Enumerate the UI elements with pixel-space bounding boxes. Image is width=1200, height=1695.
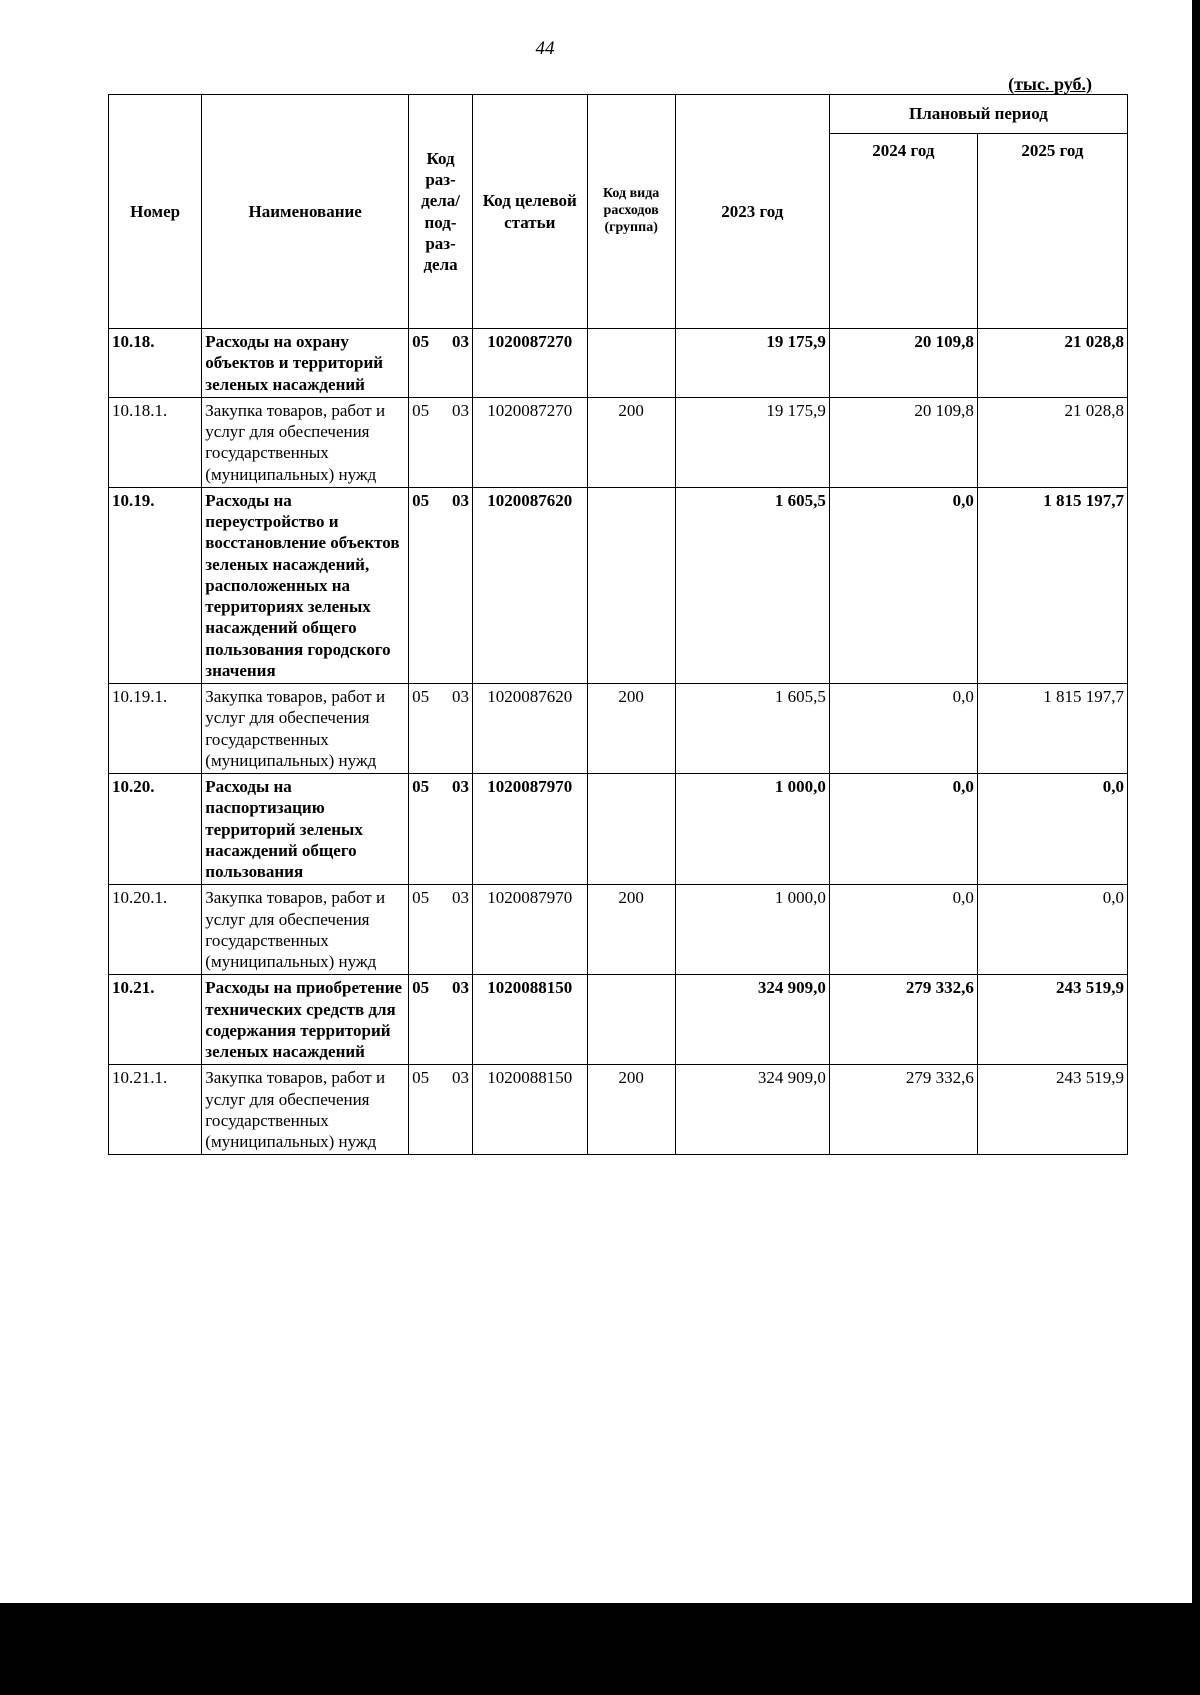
row-amount-2024: 0,0	[829, 885, 977, 975]
row-name: Закупка товаров, работ и услуг для обеспечения государственных (муниципальных) нужд	[202, 1065, 409, 1155]
budget-table	[108, 94, 1128, 1155]
row-section: 05	[412, 777, 430, 796]
row-section: 05	[412, 332, 430, 351]
row-amount-2024: 279 332,6	[829, 1065, 977, 1155]
row-number: 10.21.	[109, 975, 202, 1065]
row-expense-type: 200	[587, 684, 675, 774]
row-amount-2024: 0,0	[829, 487, 977, 683]
row-amount-2023: 324 909,0	[675, 1065, 829, 1155]
row-number: 10.19.	[109, 487, 202, 683]
row-section-code	[409, 487, 473, 683]
row-section-code	[409, 975, 473, 1065]
row-expense-type	[587, 774, 675, 885]
header-target-code: Код целевой статьи	[472, 95, 587, 329]
row-amount-2024: 0,0	[829, 774, 977, 885]
row-amount-2023: 1 605,5	[675, 487, 829, 683]
row-amount-2023: 1 000,0	[675, 885, 829, 975]
row-amount-2025: 21 028,8	[977, 329, 1127, 398]
row-target-code: 1020087620	[472, 684, 587, 774]
row-amount-2024: 20 109,8	[829, 397, 977, 487]
row-section: 05	[412, 1068, 430, 1088]
row-amount-2024: 0,0	[829, 684, 977, 774]
row-subsection: 03	[451, 490, 469, 510]
row-name: Расходы на приобретение технических средств для содержания территорий зеленых насаждений	[202, 975, 409, 1065]
table-row	[109, 397, 1128, 487]
row-expense-type	[587, 329, 675, 398]
header-expense-type-code: Код вида расходов (группа)	[587, 95, 675, 329]
row-subsection: 03	[451, 400, 469, 420]
row-subsection: 03	[451, 978, 469, 998]
table-row	[109, 885, 1128, 975]
row-subsection: 03	[451, 888, 469, 908]
row-amount-2023: 324 909,0	[675, 975, 829, 1065]
row-section-code	[409, 397, 473, 487]
row-amount-2025: 243 519,9	[977, 1065, 1127, 1155]
row-section: 05	[412, 687, 430, 706]
row-subsection: 03	[451, 1068, 469, 1088]
row-number: 10.20.	[109, 774, 202, 885]
row-section: 05	[412, 888, 430, 908]
row-number: 10.20.1.	[109, 885, 202, 975]
header-planned-period: Плановый период	[829, 95, 1127, 134]
row-amount-2025: 1 815 197,7	[977, 684, 1127, 774]
row-section-code	[409, 885, 473, 975]
row-amount-2025: 0,0	[977, 885, 1127, 975]
row-name: Расходы на паспортизацию территорий зеленых насаждений общего пользования	[202, 774, 409, 885]
row-section-code	[409, 329, 473, 398]
row-amount-2024: 20 109,8	[829, 329, 977, 398]
row-section-code	[409, 774, 473, 885]
table-row	[109, 487, 1128, 683]
row-target-code: 1020088150	[472, 975, 587, 1065]
row-target-code: 1020087270	[472, 397, 587, 487]
row-amount-2023: 19 175,9	[675, 329, 829, 398]
row-number: 10.18.	[109, 329, 202, 398]
table-row	[109, 975, 1128, 1065]
row-number: 10.21.1.	[109, 1065, 202, 1155]
row-expense-type: 200	[587, 397, 675, 487]
header-number: Номер	[109, 95, 202, 329]
units-label: (тыс. руб.)	[1008, 74, 1092, 94]
scan-edge-bottom	[0, 1603, 1200, 1695]
row-name: Закупка товаров, работ и услуг для обеспечения государственных (муниципальных) нужд	[202, 397, 409, 487]
row-number: 10.18.1.	[109, 397, 202, 487]
row-section: 05	[412, 490, 430, 510]
row-expense-type	[587, 487, 675, 683]
row-amount-2025: 0,0	[977, 774, 1127, 885]
row-amount-2025: 1 815 197,7	[977, 487, 1127, 683]
row-target-code: 1020087270	[472, 329, 587, 398]
row-expense-type: 200	[587, 885, 675, 975]
row-section: 05	[412, 400, 430, 420]
row-name: Расходы на переустройство и восстановление объектов зеленых насаждений, расположенных на территориях зеленых насаждений общего пользования городского значения	[202, 487, 409, 683]
row-number: 10.19.1.	[109, 684, 202, 774]
row-amount-2023: 1 605,5	[675, 684, 829, 774]
row-amount-2025: 21 028,8	[977, 397, 1127, 487]
row-target-code: 1020088150	[472, 1065, 587, 1155]
row-expense-type: 200	[587, 1065, 675, 1155]
row-name: Закупка товаров, работ и услуг для обеспечения государственных (муниципальных) нужд	[202, 885, 409, 975]
row-subsection: 03	[451, 687, 469, 706]
row-subsection: 03	[451, 777, 469, 796]
row-target-code: 1020087970	[472, 774, 587, 885]
row-target-code: 1020087970	[472, 885, 587, 975]
scan-edge-right	[1192, 0, 1200, 1695]
header-name: Наименование	[202, 95, 409, 329]
table-row	[109, 684, 1128, 774]
row-amount-2025: 243 519,9	[977, 975, 1127, 1065]
row-amount-2023: 19 175,9	[675, 397, 829, 487]
header-year-2023: 2023 год	[675, 95, 829, 329]
table-row	[109, 329, 1128, 398]
row-section-code	[409, 684, 473, 774]
header-section-code: Код раз-дела/ под-раз-дела	[409, 95, 473, 329]
header-year-2024: 2024 год	[829, 134, 977, 329]
page-number: 44	[535, 38, 555, 59]
header-year-2025: 2025 год	[977, 134, 1127, 329]
row-name: Расходы на охрану объектов и территорий зеленых насаждений	[202, 329, 409, 398]
row-expense-type	[587, 975, 675, 1065]
table-row	[109, 1065, 1128, 1155]
row-amount-2024: 279 332,6	[829, 975, 977, 1065]
row-amount-2023: 1 000,0	[675, 774, 829, 885]
row-name: Закупка товаров, работ и услуг для обеспечения государственных (муниципальных) нужд	[202, 684, 409, 774]
table-row	[109, 774, 1128, 885]
row-subsection: 03	[451, 332, 469, 351]
row-section: 05	[412, 978, 430, 998]
row-section-code	[409, 1065, 473, 1155]
row-target-code: 1020087620	[472, 487, 587, 683]
header-row-1	[109, 95, 1128, 134]
